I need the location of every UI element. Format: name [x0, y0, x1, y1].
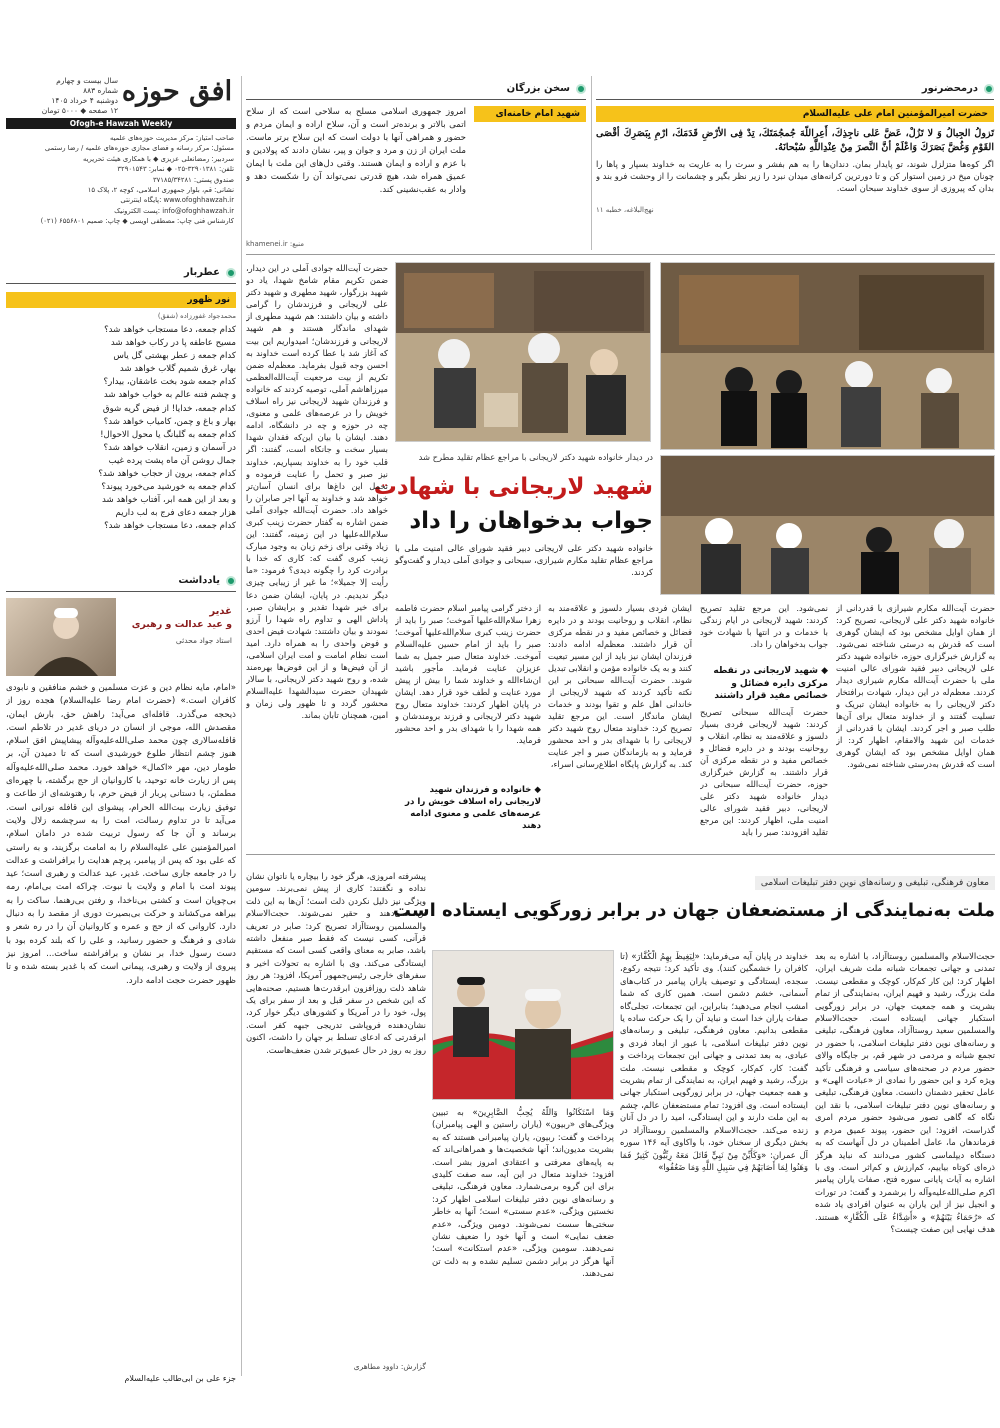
logo-text: افق حوزه — [121, 76, 233, 107]
main-text-jawadi: حضرت آیت‌الله جوادی آملی در این دیدار، ضمن تکریم مقام شامخ شهدا، یاد دو شهید بزرگوار، شهید مطهری و شهید دکتر علی لاریجانی و فرزندشان را گرامی داشته و بیان داشتند: هم شهید مطهری از شهدای ماندگار هستند و هم شهید لاریجانی و فرزندشان؛ امیدواریم این بیت که آغاز شد با عطا کرده است خداوند به احسن وجه قبول بفرماید. معظم‌له ضمن تکریم از بیت مرجعیت آیت‌الله‌العظمی میرزاهاشم آملی، توصیه کردند که خانواده و فرزندان شهید لاریجانی نیز راه اسلاف خویش را در عرصه‌های علمی و معنوی، چه در حوزه و چه در دانشگاه، ادامه دهند. ایشان با بیان این‌که فقدان شهدا بسیار سخت و جانکاه است، گفتند: اگر قلب خود را به خداوند بسپاریم، خداوند نیز صبر و تحمل را عنایت فرموده و تحمل این داغ‌ها برای انسان آسان‌تر خواهد شد و خداوند به آنها اجر صابران را خواهد داد. حضرت آیت‌الله جوادی آملی ضمن اشاره به گفتار حضرت زینب کبری سلام‌الله‌علیها در این زمینه، گفتند: این زیاد وقتی برای زخم زبان به وجود مبارک زینب کبری گفت که: کاری که خدا با برادرت کرد را چگونه دیدی؟ فرمود: «ما رأيت إلا جميلا»؛ ما غیر از زیبایی چیزی دیگر ندیدیم. در پایان، ایشان ضمن دعا برای خیر شهدا تقدیر و برایشان صبر، پاداش الهی و تداوم راه شهدا را آرزو نمودند و بیان داشتند: شهادت فیض احدی و فوض واحدی را به همراه دارد. امید است نظام امامت و امت ایران اسلامی، از آن فیض‌ها و از این فوض‌ها بهره‌مند شده، و روح شهید دکتر لاریجانی، با سالار شهیدان حضرت سیدالشهدا علیه‌السلام محشور گردد و تا ظهور ولی زمان و امین، همچنان تابان بماند. — [246, 263, 388, 721]
second-headline-block — [392, 870, 995, 940]
meeting-photo-icon — [395, 263, 650, 442]
sokhan-subtitle-col — [474, 106, 586, 226]
main-headline: شهید لاریجانی با شهادت — [373, 474, 653, 500]
sokhan-bozorgan-header — [246, 78, 586, 100]
issue-number: شماره ۸۸۳ — [83, 86, 118, 95]
column-rule — [591, 76, 592, 250]
atrbar-header — [6, 262, 236, 284]
poem-line: جمال روشن آن ماه پشت پرده غیب — [108, 455, 236, 466]
second-text-col-1: حجت‌الاسلام والمسلمین روستاآزاد، با اشاره به بعد تمدنی و جهانی تجمعات شبانه ملت شریف ایران، اظهار کرد: این کار کم‌کار، کوچک و مقطعی نیست. ملت بزرگ، رشید و فهیم ایران، به‌نمایندگی از تمام بشریت و همه جمعیت جهان، در برابر زورگویی استکبار جهانی ایستاده است. حجت‌الاسلام والمسلمین سعید روستاآزاد، معاون فرهنگی، تبلیغی و رسانه‌های نوین دفتر تبلیغات اسلامی، با حضور در تجمع شبانه و مردمی در شهر قم، بر جایگاه والای حضور مردم در صحنه‌های سیاسی و فرهنگی تأکید ویژه کرد و این حضور را نمادی از «عبادت الهی» و عامل تحقیر دشمنان دانست. معاون فرهنگی، تبلیغی و رسانه‌های نوین دفتر تبلیغات اسلامی، با نقد این نگاه که گاهی تصور می‌شود حضور مردم امری گذراست، افزود: این حضور، پیوند عمیق مردم و فرماندهان ما، عامل اطمینان در دل آنهاست که به دستگاه دیپلماسی کشور می‌دانند که نباید هرگز ذره‌ای کوتاه بیاییم، کم‌ارزش و کم‌اثر است. وی با اشاره به آیات پایانی سوره فتح، صفات یاران پیامبر اکرم صلی‌الله‌علیه‌وآله را برشمرد و گفت: در تورات و انجیل نیز از این یاران به عنوان افرادی یاد شده که «رُحَمَاءُ بَيْنَهُمْ» و «أَشِدَّاءُ عَلَى الْكُفَّارِ» هستند. هدف نهایی این صفت چیست؟ — [815, 951, 995, 1234]
issue-year: سال بیست و چهارم — [56, 76, 118, 85]
poem-line: و چشم فتنه عالم به خواب خواهد شد — [103, 390, 236, 401]
section-title: سخن بزرگان — [506, 83, 570, 94]
credit-line: صاحب امتیاز: مرکز مدیریت حوزه‌های علمیه — [109, 134, 234, 142]
sokhan-text: امروز جمهوری اسلامی مسلح به سلاحی است که از سلاح اتمی بالاتر و برنده‌تر است و آن، سلاح اراده و ایمان مردم و حضور و همراهی آنها با دولت است که این سلاح برتر ماست. ملت ایران از زن و مرد و جوان و پیر، نشان دادند که پولادین و با عزم و اراده و ایمان هستند. وقتی دل‌های این ملت با ایمان عمیق همراه شد، هیچ قدرتی نمی‌تواند آن را شکست دهد و وادار به عقب‌نشینی کند. — [246, 107, 466, 195]
photo-makarem — [660, 262, 995, 450]
main-text-col-2b: حضرت آیت‌الله سبحانی تصریح کردند: شهید لاریجانی فردی بسیار دلسوز و علاقه‌مند به نظام، انقلاب و روحانیت بودند و در دایره فضائل و خصائص مفید و در نقطه مرکزی آن قرار داشتند. به گزارش خبرگزاری حوزه، حضرت آیت‌الله سبحانی در دیدار خانواده شهید دکتر علی لاریجانی، دبیر فقید شورای عالی امنیت ملی، اظهار کردند: این مرجع تقلید افزودند: صبر را باید — [700, 706, 828, 837]
sokhan-subtitle: شهید امام خامنه‌ای — [474, 106, 586, 122]
yaddasht-box — [6, 570, 236, 1383]
second-kicker: معاون فرهنگی، تبلیغی و رسانه‌های نوین دفتر تبلیغات اسلامی — [755, 876, 995, 890]
issue-info — [8, 76, 118, 116]
second-headline: ملت به‌نمایندگی از مستضعفان جهان در برابر زورگویی ایستاده است — [392, 900, 995, 921]
credit-line: کارشناس فنی چاپ: مصطفی اویسی ◆ چاپ: صمیم ۶۵۵۶۸۰۱ (۰۲۱) — [40, 217, 234, 226]
poem-line: مسیح عاطفه پا در رکاب خواهد شد — [110, 338, 236, 349]
subhead-1-text: شهید لاریجانی در نقطه مرکزی دایره فضائل و خصائص مفید قرار داشتند — [713, 666, 828, 701]
poem-line: و بعد از این همه ابر، آفتاب خواهد شد — [101, 495, 236, 506]
section-title: یادداشت — [178, 575, 220, 586]
atrbar-subtitle: نور ظهور — [6, 292, 236, 308]
credit-line: مسئول: مرکز رسانه و فضای مجازی حوزه‌های علمیه / رضا رستمی — [44, 144, 234, 153]
poem-line: هزار جمعه دعای فرج به لب داریم — [115, 508, 236, 519]
credit-line: سردبیر: رمضانعلی عزیزی ◆ با همکاری هیئت تحریریه — [82, 154, 234, 163]
credit-line: تلفن: ۳۲۹۰۱۳۸۱-۰۲۵ ◆ نمابر: ۳۲۹۰۱۵۴۳ — [117, 165, 234, 174]
poem-line: کدام جمعه به خورشید می‌خورد پیوند؟ — [101, 482, 236, 493]
yaddasht-text: «امام، مایه نظام دین و عزت مسلمین و خشم منافقین و نابودی کافران است.» (حضرت امام رضا علیه‌السلام) هجده روز از ذیحجه می‌گذرد. قافله‌ای می‌آید: راهش حق، بارش ایمان، مقصدش الله، موجی از انسان در دریای غدیر در تلاطم است. قافله‌سالاری چون محمد صلی‌الله‌علیه‌وآله پیشاپیش افق اسلام، هنوز چشم انتظار طلوع خورشیدی است که تا دمیدن آن، بر طومار دین، مهر «اکمال» خواهد خورد. محمد صلی‌الله‌علیه‌وآله پس از زیارت خانه توحید، با کاروانیان از حج برگشته، با چهره‌ای مطمئن، با دستانی پربار از فیض حرم، با رهتوشه‌ای از طاعت و توفیق زیارت بیت‌الله الحرام، پیشوای این قافله نورانی است. می‌آید تا در تداوم رسالت، امت را به سرچشمه زلال ولایت برساند و آن جا که رسول تربیت شده در دامان اسلام، امیرالمؤمنین علی علیه‌السلام را به امامت برگزیند، و به راستی که علی بود که پس از پیامبر، پرچم هدایت را برافراشت و عدالت را در جامعه جاری ساخت. غدیر، عید عدالت و رهبری است؛ عید پیوند امت با امام و ولایت با نبوت. چراکه امت بی‌امام، رمه بی‌چوپان است و کشتی بی‌ناخدا، و رفتن بی‌رهنما. ساکت را به بیراهه می‌کشاند و حرکت بی‌بصیرت دوری از مقصد را به دنبال دارد. کاروانی که از حج و عمره و کاروانیان آن را در ره شعر و شادی و فرهنگ و حضور رسانید، و علی را که بلند کرده بود با دست رسول خدا، بر نشان و برافراشته ساخت... امروز نیز پیروی از ولایت و رهبری، پیمانی است که با غدیر بسته شده و تا ظهور حضرت حجت ادامه دارد. — [6, 683, 236, 986]
sokhan-bozorgan-box — [246, 78, 586, 248]
poem-line: کدام جمعه شود بخت عاشقان، بیدار؟ — [103, 377, 236, 388]
dar-mahzar-header — [596, 78, 994, 100]
credit-line: نشانی: قم، بلوار جمهوری اسلامی، کوچه ۲، پلاک ۱۵ — [87, 186, 234, 195]
second-text-col-3: وَمَا اسْتَكَانُوا وَاللَّهُ يُحِبُّ الصَّابِرِينَ» به تبیین ویژگی‌های «ربیون» (یاران راستین و الهی پیامبران) پرداخت و گفت: ربیون، یاران پیامبرانی هستند که به بشریت مدیون‌اند؛ آنها شخصیت‌ها و همراهانی‌اند که به پایه‌های معرفتی و اعتقادی امروز بشر است. افزود: خداوند متعال در این آیه، سه صفت کلیدی برای این گروه برمی‌شمارد. معاون فرهنگی، تبلیغی و رسانه‌های نوین دفتر تبلیغات اسلامی اظهار کرد: نخستین ویژگی، «عدم سستی» است؛ آنها به خاطر سختی‌ها سست نمی‌شوند. دومین ویژگی، «عدم ضعف نمایی» است و آنها خود را ضعیف نشان نمی‌دهند. سومین ویژگی، «عدم استکانت» است؛ آنها هرگز در برابر دشمن تسلیم نشده و به ذلت تن نمی‌دهند. — [432, 1107, 614, 1279]
yaddasht-title-block — [116, 598, 236, 676]
section-title: عطربار — [183, 267, 220, 278]
section-divider — [246, 854, 995, 855]
poem-line: کدام جمعه، برون از حجاب خواهد شد؟ — [98, 469, 236, 480]
atrbar-box — [6, 262, 236, 562]
sokhan-text-col — [246, 106, 466, 226]
poem-line: در آسمان و زمین، انقلاب خواهد شد؟ — [103, 442, 236, 453]
credit-line: پایگاه اینترنتی: www.ofoghhawzah.ir — [120, 196, 234, 205]
poem-line: بهار، غرق شمیم گلاب خواهد شد — [119, 364, 236, 375]
sokhan-source: منبع: khamenei.ir — [246, 240, 304, 248]
section-dot-icon — [576, 84, 586, 94]
poem-line: کدام جمعه به گلبانگ یا محول الاحوال! — [100, 429, 236, 440]
meeting-photo-icon — [660, 456, 994, 595]
credits — [8, 133, 234, 227]
yaddasht-header — [6, 570, 236, 592]
main-text-col-2a: نمی‌شود. این مرجع تقلید تصریح کردند: شهید لاریجانی در ایام زندگی با خدمات و در انتها با شهادت خود جواب بدخواهان را داد. — [700, 603, 828, 649]
poem-line: کدام جمعه، دعا مستجاب خواهد شد؟ — [104, 325, 236, 335]
hadith-arabic: تَزولُ الجِبالُ وَ لا تَزُلْ، عَضَّ عَلى ناجِذِكَ، أَعِرِاللّهَ جُمجُمَتَكَ، تِدْ فِى الأرْضِ قَدَمَكَ، ارْمِ بِبَصَرِكَ أقْصَى القَوْمِ وَغُضَّ بَصَرَكَ وَاعْلَمْ أنَّ النَّصرَ مِنْ عِنْدِاللّهِ سُبْحانَهُ. — [596, 128, 994, 153]
second-text-col-4: پیشرفته امروزی، هرگز خود را بیچاره یا ناتوان نشان نداده و نگفتند: کاری از پیش نمی‌برند. سومین ویژگی نیز ذلیل نکردن ذلت است؛ آن‌ها به این ذلت تن نمی‌دهند و حقیر نمی‌شوند. حجت‌الاسلام والمسلمین روستاآزاد تصریح کرد: صابر در تعریف قرآنی، کسی نیست که فقط صبر منفعل داشته باشد، صابر به معنای واقعی کسی است که مستقیم ایستادگی می‌کند. وی با اشاره به تحولات اخیر و سفرهای خارجی رئیس‌جمهور آمریکا، افزود: هر روز شاهد ذلت روزافزون ابرقدرت‌ها هستیم. صحنه‌هایی که این شخص در سفر قبل و بعد از سفر برای یک پول، خود را در آمریکا و کشورهای دیگر خوار کرد، نشان‌دهنده فروپاشی تدریجی جبهه کفر است. ابرقدرتی که ادعای تسلط بر جهان را داشت، اکنون روز به روز در حال عمیق‌تر شدن ضعف‌هاست. — [246, 871, 426, 1055]
main-kicker: در دیدار خانواده شهید دکتر لاریجانی با مراجع عظام تقلید مطرح شد — [418, 452, 653, 462]
yaddasht-signature: جزء علی بن ابی‌طالب علیه‌السلام — [124, 1374, 236, 1383]
poem-line: کدام جمعه ز عطر بهشتی گل یاس — [113, 351, 236, 362]
credit-line: صندوق پستی: ۳۷۱۸۵/۳۴۲۸۱ — [152, 175, 234, 184]
hadith-translation: اگر کوه‌ها متزلزل شوند، تو پایدار بمان. دندان‌ها را به هم بفشر و سرت را به عاریت به خداوند بسپار و پاها را چونان میخ در زمین استوار کن و تا دورترین کرانه‌های میدان نبرد را زیر نظر بگیر و چشمانت را از وحشت فرو بند و بدان که پیروزی از سوی خداوند سبحان است. — [596, 159, 994, 193]
dar-mahzar-box — [596, 78, 994, 248]
section-dot-icon — [984, 84, 994, 94]
row-rule — [246, 254, 995, 255]
section-dot-icon — [226, 268, 236, 278]
logo — [118, 72, 236, 116]
section-dot-icon — [226, 576, 236, 586]
yaddasht-title: غدیر — [209, 606, 232, 617]
yaddasht-author: استاد جواد محدثی — [175, 636, 232, 645]
main-text-col-4: از دختر گرامی پیامبر اسلام حضرت فاطمه زهرا سلام‌الله‌علیها آموخت؛ صبر را باید از حضرت زینب کبری سلام‌الله‌علیها آموخت؛ صبر را باید از امام حسین علیه‌السلام آموخت. خداوند متعال صبر جمیل به شما عزیزان عنایت فرماید. مأجور باشید ان‌شاءالله و خداوند شما را بیش از پیش مورد عنایت و لطف خود قرار دهد. ایشان در پایان اظهار کردند: خداوند متعال روح شهید دکتر لاریجانی و فرزند برومندشان و همه شهدا را با شهدای بدر و احد محشور فرماید. — [395, 603, 541, 745]
column-rule — [241, 76, 242, 1376]
atrbar-author: محمدجواد غفورزاده (شفق) — [157, 312, 236, 320]
second-reporter: گزارش: داوود مطاهری — [353, 1362, 426, 1371]
issue-date: دوشنبه ۴ خرداد ۱۴۰۵ — [51, 96, 118, 105]
section-title: درمحضرنور — [921, 83, 978, 94]
main-text-col-1: حضرت آیت‌الله مکارم شیرازی با قدردانی از خانواده شهید دکتر علی لاریجانی، تصریح کرد: از همان اوایل مشخص بود که ایشان گوهری است که قدرش به درستی شناخته نمی‌شود. به گزارش خبرگزاری حوزه، خانواده شهید دکتر علی لاریجانی دبیر فقید شورای عالی امنیت ملی با حضرت آیت‌الله مکارم شیرازی دیدار کردند. معظم‌له در این دیدار، شهادت برافتخار دکتر لاریجانی را به خانواده ایشان تبریک و تسلیت گفتند و از خداوند متعال برای آن‌ها طلب صبر و اجر کردند. ایشان با قدردانی از خدمات این شهید والامقام، اظهار کرد: از همان اوایل مشخص بود که ایشان گوهری است که قدرش به‌درستی شناخته نمی‌شود. — [836, 603, 995, 769]
main-text-col-4-wrap — [395, 602, 541, 842]
author-photo — [6, 598, 116, 676]
poem — [6, 324, 236, 534]
logo-english-bar: Ofogh-e Hawzah Weekly — [6, 118, 236, 129]
second-text-col-2: خداوند در پایان آیه می‌فرماید: «لِيَغِيظَ بِهِمُ الْكُفَّارَ» (تا کافران را خشمگین کنند). وی تأکید کرد: نتیجه رکوع، سجده، ایستادگی و توصیف یاران پیامبر در کتاب‌های آسمانی، خشم دشمن است. همین کاری که شما امشب انجام می‌دهید؛ بنابراین، این تجمعات، تجلی‌گاه صفات یاران خدا است و نباید آن را یک حرکت ساده یا مقطعی بدانیم. معاون فرهنگی، تبلیغی و رسانه‌های نوین دفتر تبلیغات اسلامی، با عبور از ابعاد فردی و عبادی، به بعد تمدنی و جهانی این تجمعات پرداخت و گفت: کار، کم‌کار، کوچک و مقطعی نیست. ملت بزرگ، رشید و فهیم ایران، به نمایندگی از تمام بشریت و همه جمعیت جهان، در برابر زورگویی استکبار جهانی ایستاده است. وی افزود: تمام مستضعفان عالم، چشم به این ملت دارند و این ایستادگی، امید را در دل آنان زنده می‌کند. حجت‌الاسلام والمسلمین روستاآزاد در بخش دیگری از سخنان خود، با واکاوی آیه ۱۴۶ سوره آل عمران: «وَكَأَيِّنْ مِنْ نَبِيٍّ قَاتَلَ مَعَهُ رِبِّيُّونَ كَثِيرٌ فَمَا وَهَنُوا لِمَا أَصَابَهُمْ فِي سَبِيلِ اللَّهِ وَمَا ضَعُفُوا» — [620, 951, 808, 1172]
subhead-1: ◆ شهید لاریجانی در نقطه مرکزی دایره فضائل و خصائص مفید قرار داشتند — [713, 666, 828, 701]
subhead-2-text: خانواده و فرزندان شهید لاریجانی راه اسلاف خویش را در عرصه‌های علمی و معنوی ادامه دهند — [405, 785, 541, 831]
main-text-col-2-wrap — [700, 602, 828, 842]
poem-line: کدام جمعه، خدایا! از فیض گریه شوق — [102, 403, 236, 414]
author-portrait-icon — [6, 598, 116, 676]
speaker-photo-icon — [432, 951, 613, 1100]
photo-sobhani — [660, 455, 995, 595]
meeting-photo-icon — [660, 263, 994, 450]
main-text-col-3: ایشان فردی بسیار دلسوز و علاقه‌مند به نظام، انقلاب و روحانیت بودند و در دایره فضائل و خصائص مفید و در نقطه مرکزی آن قرار داشتند. معظم‌له ادامه دادند: فرزندان ایشان نیز باید از این مسیر تبعیت کنند و به یک خانواده مؤمن و انقلابی تبدیل شوند. حضرت آیت‌الله سبحانی بر این نکته تأکید کردند که شهید لاریجانی از خاندانی اهل علم و تقوا بودند و خدمات ایشان ماندگار است. این مرجع تقلید تصریح کرد: خداوند متعال روح شهید دکتر لاریجانی را با شهدای بدر و احد محشور فرماید و به بازماندگان صبر و اجر عنایت کند. به گزارش پایگاه اطلاع‌رسانی اسراء، — [548, 603, 692, 769]
subhead-2: ◆ خانواده و فرزندان شهید لاریجانی راه اسلاف خویش را در عرصه‌های علمی و معنوی ادامه دهند — [405, 785, 541, 831]
photo-jawadi-amoli — [395, 262, 651, 442]
credit-line: پست الکترونیک: info@ofoghhawzah.ir — [114, 206, 234, 215]
sokhan-layout — [246, 106, 586, 226]
main-headline-block — [373, 452, 653, 597]
main-headline-2: جواب بدخواهان را داد — [409, 508, 653, 534]
main-lead: خانواده شهید دکتر علی لاریجانی دبیر فقید شورای عالی امنیت ملی با مراجع عظام تقلید مکارم شیرازی، سبحانی و جوادی آملی دیدار و گفت‌وگو کردند. — [395, 543, 653, 577]
photo-rostaazad — [432, 950, 614, 1100]
hadith-source: نهج‌البلاغه، خطبه ۱۱ — [596, 206, 654, 214]
dar-mahzar-subtitle: حضرت امیرالمؤمنین امام علی علیه‌السلام — [596, 106, 994, 122]
masthead — [6, 76, 236, 254]
yaddasht-banner — [6, 598, 236, 676]
issue-price: ۱۲ صفحه ◆ ۵۰۰۰ تومان — [41, 106, 118, 115]
yaddasht-title-2: و عید عدالت و رهبری — [131, 619, 232, 630]
poem-line: بهار و باغ و چمن، کامیاب خواهد شد؟ — [103, 416, 236, 427]
poem-line: کدام جمعه، دعا مستجاب خواهد شد؟ — [104, 521, 236, 532]
